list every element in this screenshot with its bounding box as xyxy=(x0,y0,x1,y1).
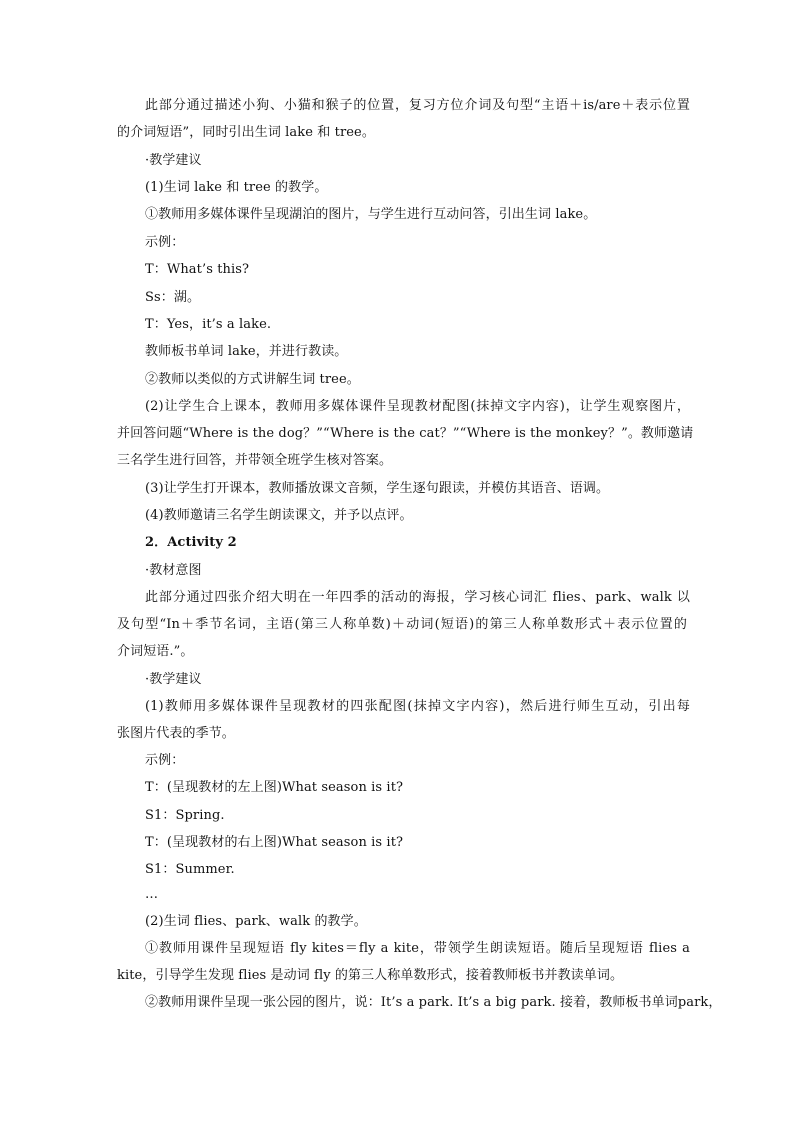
paragraph-line: 示例： xyxy=(145,235,185,250)
paragraph-line: (4)教师邀请三名学生朗读课文，并予以点评。 xyxy=(145,508,413,523)
paragraph-line: (2)让学生合上课本，教师用多媒体课件呈现教材配图(抹掉文字内容)，让学生观察图片， xyxy=(145,399,690,414)
ellipsis-line: … xyxy=(145,887,159,902)
paragraph-line: 介词短语.”。 xyxy=(117,644,194,659)
paragraph-line: (2)生词 flies、park、walk 的教学。 xyxy=(145,914,367,929)
activity-heading: 2．Activity 2 xyxy=(145,535,237,550)
paragraph-line: 三名学生进行回答，并带领全班学生核对答案。 xyxy=(117,453,393,468)
section-heading: ·教学建议 xyxy=(145,153,202,168)
paragraph-line: ①教师用课件呈现短语 fly kites＝fly a kite，带领学生朗读短语。随后呈现短语 flies a xyxy=(145,941,690,956)
dialogue-line: T：(呈现教材的右上图)What season is it? xyxy=(145,835,404,850)
paragraph-line: 此部分通过四张介绍大明在一年四季的活动的海报，学习核心词汇 flies、park、walk 以 xyxy=(145,590,690,605)
paragraph-line: ②教师以类似的方式讲解生词 tree。 xyxy=(145,372,360,387)
paragraph-line: (1)教师用多媒体课件呈现教材的四张配图(抹掉文字内容)，然后进行师生互动，引出每 xyxy=(145,699,690,714)
paragraph-line: 此部分通过描述小狗、小猫和猴子的位置，复习方位介词及句型“主语＋is/are＋表示位置 xyxy=(145,98,690,113)
paragraph-line: ②教师用课件呈现一张公园的图片，说：It’s a park. It’s a big park. 接着，教师板书单词park， xyxy=(145,995,722,1010)
paragraph-line: kite，引导学生发现 flies 是动词 fly 的第三人称单数形式，接着教师板书并教读单词。 xyxy=(117,968,624,983)
paragraph-line: 并回答问题“Where is the dog？”“Where is the cat？”“Where is the monkey？”。教师邀请 xyxy=(117,426,694,441)
paragraph-line: (3)让学生打开课本，教师播放课文音频，学生逐句跟读，并模仿其语音、语调。 xyxy=(145,481,610,496)
section-heading: ·教学建议 xyxy=(145,672,202,687)
paragraph-line: 教师板书单词 lake，并进行教读。 xyxy=(145,344,348,359)
dialogue-line: T：What’s this? xyxy=(145,262,250,277)
paragraph-line: 示例： xyxy=(145,753,185,768)
dialogue-line: T：(呈现教材的左上图)What season is it? xyxy=(145,780,404,795)
paragraph-line: 张图片代表的季节。 xyxy=(117,726,235,741)
section-heading: ·教材意图 xyxy=(145,563,202,578)
paragraph-line: ①教师用多媒体课件呈现湖泊的图片，与学生进行互动问答，引出生词 lake。 xyxy=(145,207,597,222)
paragraph-line: (1)生词 lake 和 tree 的教学。 xyxy=(145,180,328,195)
dialogue-line: S1：Summer. xyxy=(145,862,235,877)
dialogue-line: Ss：湖。 xyxy=(145,290,201,305)
paragraph-line: 及句型“In＋季节名词，主语(第三人称单数)＋动词(短语)的第三人称单数形式＋表示位置的 xyxy=(117,617,687,632)
dialogue-line: S1：Spring. xyxy=(145,808,225,823)
dialogue-line: T：Yes，it’s a lake. xyxy=(145,317,272,332)
paragraph-line: 的介词短语”，同时引出生词 lake 和 tree。 xyxy=(117,125,375,140)
